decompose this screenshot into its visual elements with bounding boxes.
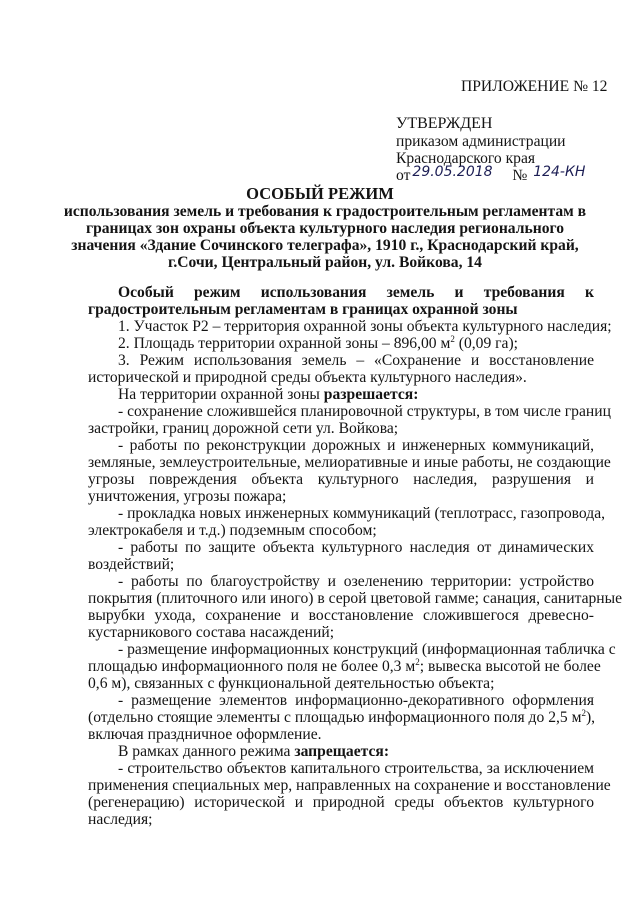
- order-line-1: приказом администрации: [396, 133, 566, 150]
- allowed-line: застройки, границ дорожной сети ул. Войкова;: [88, 420, 399, 437]
- section-heading-line-1: Особый режим использования земель и требования к: [118, 284, 594, 301]
- item-2-tail: (0,09 га);: [454, 335, 518, 352]
- allowed-line-text: (отдельно стоящие элементы с площадью информационного поля до 2,5 м: [88, 709, 582, 726]
- allowed-line: - прокладка новых инженерных коммуникаций (теплотрасс, газопровода,: [118, 505, 606, 522]
- allowed-line-text: площадью информационного поля не более 0,3 м: [88, 658, 416, 675]
- allowed-line: - работы по защите объекта культурного наследия от динамических: [118, 539, 594, 556]
- allowed-line: - работы по реконструкции дорожных и инженерных коммуникаций,: [118, 437, 594, 454]
- allowed-line: - работы по благоустройству и озеленению территории: устройство: [118, 573, 594, 590]
- prohibited-line: наследия;: [88, 811, 153, 828]
- allowed-line: воздействий;: [88, 556, 175, 573]
- allowed-line: [88, 709, 595, 726]
- allowed-line: 0,6 м), связанных с функциональной деятельностью объекта;: [88, 675, 495, 692]
- prohibited-keyword: запрещается:: [294, 743, 390, 760]
- allowed-line: покрытия (плиточного или иного) в серой цветовой гамме; санация, санитарные: [88, 590, 623, 607]
- allowed-line: [88, 657, 601, 675]
- date-field: [410, 164, 508, 184]
- item-3-line-2: исторической и природной среды объекта культурного наследия».: [88, 369, 527, 386]
- prohibited-intro-text: В рамках данного режима: [118, 743, 295, 760]
- number-field: [527, 164, 613, 184]
- allowed-line: - сохранение сложившейся планировочной структуры, в том числе границ: [118, 403, 611, 420]
- allowed-line-tail: ),: [585, 709, 596, 726]
- subtitle-line-4: г.Сочи, Центральный район, ул. Войкова, 14: [168, 254, 482, 271]
- approved-label: УТВЕРЖДЕН: [396, 115, 493, 132]
- allowed-line: - размещение информационных конструкций (информационная табличка с: [118, 641, 616, 658]
- handwritten-number: 124-КН: [533, 164, 586, 180]
- prohibited-line: (регенерацию) исторической и природной среды объектов культурного: [88, 794, 594, 811]
- allowed-line: уничтожения, угрозы пожара;: [88, 488, 287, 505]
- prohibited-intro: [118, 743, 389, 760]
- allowed-line: электрокабеля и т.д.) подземным способом;: [88, 522, 377, 539]
- item-3-line-1: 3. Режим использования земель – «Сохранение и восстановление: [118, 352, 594, 369]
- allowed-intro: [118, 386, 418, 403]
- handwritten-date: 29.05.2018: [412, 164, 493, 180]
- prohibited-line: применения специальных мер, направленных на сохранение и восстановление: [88, 777, 611, 794]
- allowed-line: земляные, землеустроительные, мелиоративные и иные работы, не создающие: [88, 454, 611, 471]
- subtitle-line-2: границах зон охраны объекта культурного наследия регионального: [85, 220, 564, 237]
- date-prefix: от: [396, 167, 411, 184]
- appendix-number: ПРИЛОЖЕНИЕ № 12: [461, 78, 608, 95]
- item-2: [118, 335, 518, 352]
- allowed-line: включая праздничное оформление.: [88, 726, 322, 743]
- document-title: ОСОБЫЙ РЕЖИМ: [246, 184, 394, 203]
- superscript: 2: [581, 708, 586, 718]
- superscript: 2: [415, 657, 420, 667]
- number-prefix: №: [512, 167, 528, 184]
- allowed-keyword: разрешается:: [323, 386, 419, 403]
- allowed-line: вырубки ухода, сохранение и восстановление сложившегося древесно-: [88, 607, 594, 624]
- subtitle-line-3: значения «Здание Сочинского телеграфа», 1910 г., Краснодарский край,: [71, 237, 579, 254]
- order-line-2: Краснодарского края: [396, 150, 536, 167]
- allowed-intro-text: На территории охранной зоны: [118, 386, 324, 403]
- superscript: 2: [450, 334, 455, 344]
- subtitle-line-1: использования земель и требования к градостроительным регламентам в: [63, 203, 587, 220]
- order-date-number: [396, 164, 626, 184]
- allowed-line: кустарникового состава насаждений;: [88, 624, 335, 641]
- item-2-text: 2. Площадь территории охранной зоны – 896,00 м: [118, 335, 451, 352]
- section-heading-line-2: градостроительным регламентам в границах охранной зоны: [88, 301, 518, 318]
- allowed-line: - размещение элементов информационно-декоративного оформления: [118, 692, 594, 709]
- item-1: 1. Участок Р2 – территория охранной зоны объекта культурного наследия;: [118, 318, 612, 335]
- prohibited-line: - строительство объектов капитального строительства, за исключением: [118, 760, 594, 777]
- allowed-line-tail: ; вывеска высотой не более: [419, 658, 601, 675]
- allowed-line: угрозы повреждения объекта культурного наследия, разрушения и: [88, 471, 594, 488]
